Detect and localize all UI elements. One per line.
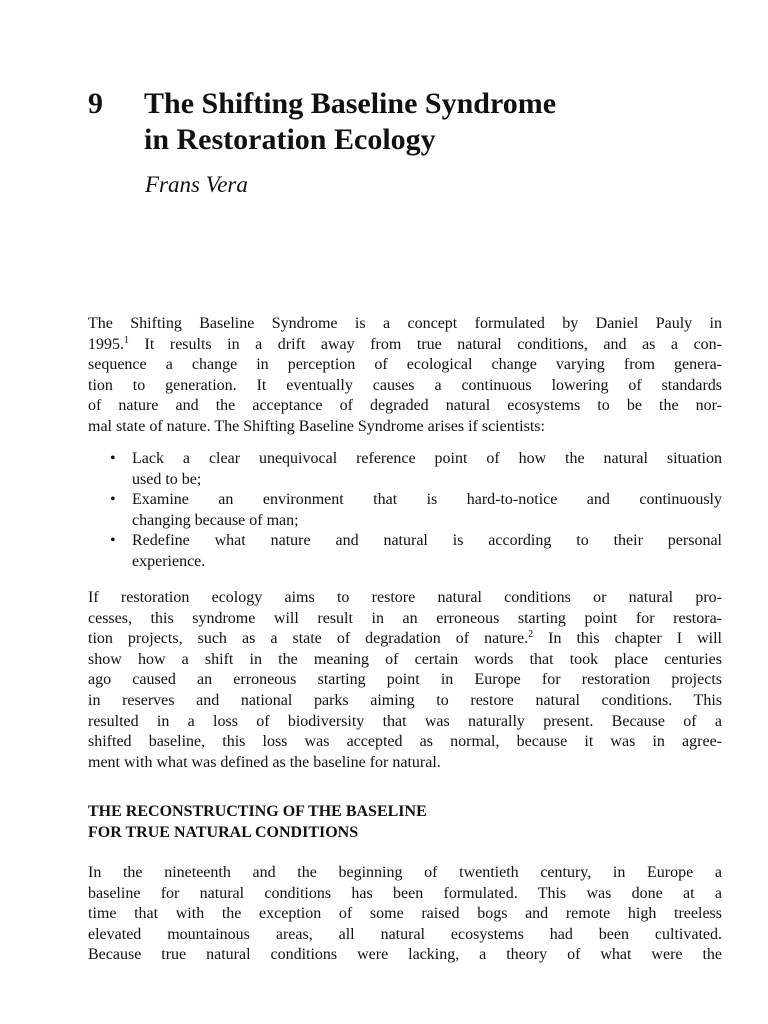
bullet-2-line-2: changing because of man; bbox=[132, 511, 299, 529]
chapter-number: 9 bbox=[88, 87, 103, 120]
para2-line-4: show how a shift in the meaning of certain words that took place centuries bbox=[88, 650, 722, 668]
intro-line-5: of nature and the acceptance of degraded natural ecosystems to be the nor- bbox=[88, 397, 722, 415]
list-item bbox=[110, 490, 722, 531]
intro-line-2-text: It results in a drift away from true natural conditions, and as a con- bbox=[144, 335, 723, 353]
bullet-1-line-1: Lack a clear unequivocal reference point of how the natural situation bbox=[132, 450, 722, 467]
para3-line-1: In the nineteenth and the beginning of twentieth century, in Europe a bbox=[88, 864, 722, 881]
chapter-title-line-2: in Restoration Ecology bbox=[144, 123, 436, 156]
intro-line-4: tion to generation. It eventually causes a continuous lowering of standards bbox=[88, 376, 722, 394]
footnote-marker-2[interactable]: 2 bbox=[528, 629, 534, 641]
para2-line-3 bbox=[88, 629, 722, 650]
para2-line-1: If restoration ecology aims to restore natural conditions or natural pro- bbox=[88, 589, 722, 606]
intro-line-1: The Shifting Baseline Syndrome is a concept formulated by Daniel Pauly in bbox=[88, 315, 722, 332]
bullet-1-line-2: used to be; bbox=[132, 470, 202, 488]
bullet-3-line-1: Redefine what nature and natural is according to their personal bbox=[132, 532, 722, 550]
para3-line-4: elevated mountainous areas, all natural ecosystems had been cultivated. bbox=[88, 925, 722, 943]
intro-line-3: sequence a change in perception of ecological change varying from genera- bbox=[88, 356, 722, 374]
section-heading bbox=[88, 802, 427, 843]
bullet-marker: • bbox=[110, 450, 116, 467]
para3-line-5: Because true natural conditions were lacking, a theory of what were the bbox=[88, 946, 722, 964]
para2-line-5: ago caused an erroneous starting point in Europe for restoration projects bbox=[88, 671, 722, 689]
para2-line-9: ment with what was defined as the baseline for natural. bbox=[88, 753, 441, 771]
list-item bbox=[110, 449, 722, 490]
para3-line-2: baseline for natural conditions has been formulated. This was done at a bbox=[88, 884, 722, 902]
para2-line-3-b: In this chapter I will bbox=[533, 630, 722, 648]
bullet-marker: • bbox=[110, 532, 116, 550]
para2-line-3-a: tion projects, such as a state of degradation of nature. bbox=[88, 630, 529, 648]
bullet-3-line-2: experience. bbox=[132, 552, 206, 570]
section-heading-line-2: FOR TRUE NATURAL CONDITIONS bbox=[88, 823, 359, 841]
para2-line-6: in reserves and national parks aiming to restore natural conditions. This bbox=[88, 691, 722, 709]
chapter-author: Frans Vera bbox=[145, 172, 248, 197]
para2-line-7: resulted in a loss of biodiversity that was naturally present. Because of a bbox=[88, 712, 722, 730]
intro-year: 1995. bbox=[88, 335, 124, 353]
chapter-title-line-1: The Shifting Baseline Syndrome bbox=[144, 87, 557, 120]
bullet-marker: • bbox=[110, 491, 116, 509]
section-heading-line-1: THE RECONSTRUCTING OF THE BASELINE bbox=[88, 803, 427, 820]
intro-line-2 bbox=[88, 335, 722, 356]
intro-line-6: mal state of nature. The Shifting Baseline Syndrome arises if scientists: bbox=[88, 417, 545, 435]
para3-line-3: time that with the exception of some raised bogs and remote high treeless bbox=[88, 905, 722, 923]
footnote-marker-1[interactable]: 1 bbox=[124, 334, 129, 346]
list-item bbox=[110, 531, 722, 572]
chapter-heading bbox=[88, 86, 556, 158]
bullet-2-line-1: Examine an environment that is hard-to-notice and continuously bbox=[132, 491, 722, 509]
restoration-paragraph bbox=[88, 588, 722, 773]
bullet-list bbox=[110, 449, 722, 573]
para2-line-8: shifted baseline, this loss was accepted as normal, because it was in agree- bbox=[88, 733, 722, 751]
para2-line-2: cesses, this syndrome will result in an erroneous starting point for restora- bbox=[88, 609, 722, 627]
baseline-paragraph bbox=[88, 863, 722, 966]
chapter-title bbox=[144, 86, 556, 158]
intro-paragraph bbox=[88, 314, 722, 438]
